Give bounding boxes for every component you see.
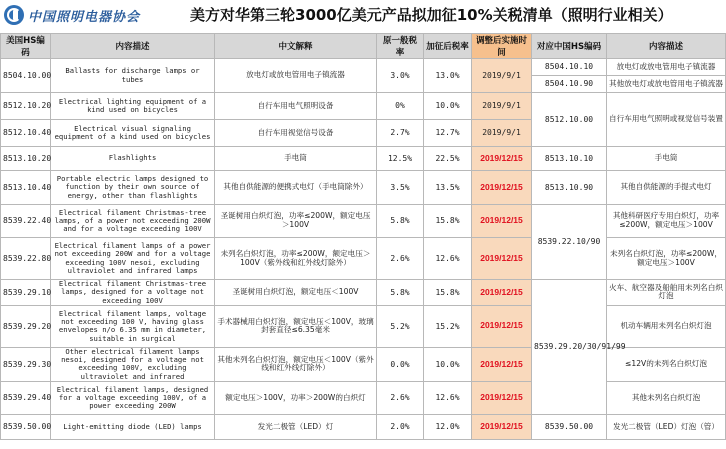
new-rate-cell: 12.0% bbox=[424, 414, 472, 439]
logo bbox=[4, 5, 140, 25]
new-rate-cell: 15.8% bbox=[424, 280, 472, 306]
new-rate-cell: 13.0% bbox=[424, 59, 472, 93]
us-hs-cell: 8539.22.40 bbox=[1, 205, 51, 238]
table-row bbox=[1, 347, 726, 381]
desc-en-cell: Electrical lighting equipment of a kind used on bicycles bbox=[51, 93, 215, 120]
desc-en-cell: Electrical filament lamps, voltage not exceeding 100 V, having glass envelopes n/o 6.35 mm in diameter, suitable in surgical bbox=[51, 305, 215, 347]
col-header-desc-en: 内容描述 bbox=[51, 34, 215, 59]
desc-cn-cell: 自行车用视觉信号设备 bbox=[215, 120, 377, 147]
tariff-table bbox=[0, 33, 726, 440]
cn-hs-cell: 8539.50.00 bbox=[532, 414, 607, 439]
desc-cn-cell: 其他未列名白炽灯泡，额定电压＜100V（紫外线和红外线灯除外） bbox=[215, 347, 377, 381]
desc-en-cell: Other electrical filament lamps nesoi, designed for a voltage not exceeding 100V, excluding ultraviolet and infrared bbox=[51, 347, 215, 381]
new-rate-cell: 12.6% bbox=[424, 381, 472, 414]
page-header bbox=[0, 0, 725, 30]
table-row bbox=[1, 171, 726, 205]
orig-rate-cell: 3.5% bbox=[377, 171, 424, 205]
col-header-us-hs: 美国HS编码 bbox=[1, 34, 51, 59]
orig-rate-cell: 2.7% bbox=[377, 120, 424, 147]
table-header-row bbox=[1, 34, 726, 59]
desc-cn-cell: 手电筒 bbox=[215, 147, 377, 171]
us-hs-cell: 8504.10.00 bbox=[1, 59, 51, 93]
orig-rate-cell: 2.6% bbox=[377, 238, 424, 280]
cn-desc-cell: 机动车辆用未列名白炽灯泡 bbox=[607, 305, 726, 347]
cn-hs-cell: 8512.10.00 bbox=[532, 93, 607, 147]
new-rate-cell: 13.5% bbox=[424, 171, 472, 205]
date-cell: 2019/12/15 bbox=[472, 238, 532, 280]
table-row bbox=[1, 414, 726, 439]
table-row bbox=[1, 238, 726, 280]
cn-desc-cell: 手电筒 bbox=[607, 147, 726, 171]
cn-desc-cell: 其他放电灯或放电管用电子镇流器 bbox=[607, 76, 726, 93]
date-cell: 2019/9/1 bbox=[472, 93, 532, 120]
desc-cn-cell: 自行车用电气照明设备 bbox=[215, 93, 377, 120]
table-row bbox=[1, 205, 726, 238]
new-rate-cell: 12.7% bbox=[424, 120, 472, 147]
us-hs-cell: 8513.10.40 bbox=[1, 171, 51, 205]
col-header-cn-hs: 对应中国HS编码 bbox=[532, 34, 607, 59]
desc-cn-cell: 未列名白炽灯泡，功率≤200W，额定电压＞100V（紫外线和红外线灯除外） bbox=[215, 238, 377, 280]
date-cell: 2019/12/15 bbox=[472, 305, 532, 347]
desc-cn-cell: 额定电压＞100V，功率＞200W的白炽灯 bbox=[215, 381, 377, 414]
orig-rate-cell: 12.5% bbox=[377, 147, 424, 171]
cn-hs-cell: 8504.10.90 bbox=[532, 76, 607, 93]
desc-en-cell: Electrical filament lamps, designed for a voltage exceeding 100V, of a power exceeding 200W bbox=[51, 381, 215, 414]
cn-desc-cell: 其他未列名白炽灯泡 bbox=[607, 381, 726, 414]
date-cell: 2019/12/15 bbox=[472, 147, 532, 171]
orig-rate-cell: 5.2% bbox=[377, 305, 424, 347]
cn-desc-cell: 未列名白炽灯泡，功率≤200W，额定电压＞100V bbox=[607, 238, 726, 280]
date-cell: 2019/12/15 bbox=[472, 280, 532, 306]
orig-rate-cell: 2.6% bbox=[377, 381, 424, 414]
logo-icon bbox=[4, 5, 24, 25]
us-hs-cell: 8539.29.40 bbox=[1, 381, 51, 414]
col-header-date: 调整后实施时间 bbox=[472, 34, 532, 59]
date-cell: 2019/12/15 bbox=[472, 171, 532, 205]
desc-en-cell: Electrical filament Christmas-tree lamps, of a power not exceeding 200W and for a voltage exceeding 100V bbox=[51, 205, 215, 238]
desc-cn-cell: 手术器械用白炽灯泡，额定电压＜100V，玻璃封套直径≤6.35毫米 bbox=[215, 305, 377, 347]
new-rate-cell: 10.0% bbox=[424, 347, 472, 381]
us-hs-cell: 8513.10.20 bbox=[1, 147, 51, 171]
desc-cn-cell: 圣诞树用白炽灯泡，额定电压＜100V bbox=[215, 280, 377, 306]
cn-desc-cell: 火车、航空器及船舶用未列名白炽灯泡 bbox=[607, 280, 726, 306]
cn-desc-cell: 其他科研医疗专用白炽灯，功率≤200W，额定电压＞100V bbox=[607, 205, 726, 238]
table-row bbox=[1, 93, 726, 120]
orig-rate-cell: 3.0% bbox=[377, 59, 424, 93]
col-header-orig-rate: 原一般税率 bbox=[377, 34, 424, 59]
us-hs-cell: 8512.10.20 bbox=[1, 93, 51, 120]
date-cell: 2019/12/15 bbox=[472, 414, 532, 439]
orig-rate-cell: 5.8% bbox=[377, 205, 424, 238]
us-hs-cell: 8512.10.40 bbox=[1, 120, 51, 147]
col-header-cn-desc: 内容描述 bbox=[607, 34, 726, 59]
us-hs-cell: 8539.29.20 bbox=[1, 305, 51, 347]
cn-desc-cell: 放电灯或放电管用电子镇流器 bbox=[607, 59, 726, 76]
cn-desc-cell: 自行车用电气照明或视觉信号装置 bbox=[607, 93, 726, 147]
desc-en-cell: Flashlights bbox=[51, 147, 215, 171]
new-rate-cell: 15.2% bbox=[424, 305, 472, 347]
orig-rate-cell: 0% bbox=[377, 93, 424, 120]
date-cell: 2019/12/15 bbox=[472, 205, 532, 238]
us-hs-cell: 8539.22.80 bbox=[1, 238, 51, 280]
cn-desc-cell: 发光二极管（LED）灯泡（管） bbox=[607, 414, 726, 439]
desc-en-cell: Ballasts for discharge lamps or tubes bbox=[51, 59, 215, 93]
table-row bbox=[1, 280, 726, 306]
table-row bbox=[1, 305, 726, 347]
desc-cn-cell: 其他自供能源的便携式电灯（手电筒除外） bbox=[215, 171, 377, 205]
desc-cn-cell: 圣诞树用白炽灯泡，功率≤200W，额定电压＞100V bbox=[215, 205, 377, 238]
us-hs-cell: 8539.29.10 bbox=[1, 280, 51, 306]
desc-cn-cell: 发光二极管（LED）灯 bbox=[215, 414, 377, 439]
orig-rate-cell: 0.0% bbox=[377, 347, 424, 381]
desc-en-cell: Electrical visual signaling equipment of a kind used on bicycles bbox=[51, 120, 215, 147]
desc-cn-cell: 放电灯或放电管用电子镇流器 bbox=[215, 59, 377, 93]
us-hs-cell: 8539.29.30 bbox=[1, 347, 51, 381]
orig-rate-cell: 5.8% bbox=[377, 280, 424, 306]
cn-hs-cell: 8504.10.10 bbox=[532, 59, 607, 76]
date-cell: 2019/9/1 bbox=[472, 120, 532, 147]
desc-en-cell: Portable electric lamps designed to function by their own source of energy, other than flashlights bbox=[51, 171, 215, 205]
table-row bbox=[1, 147, 726, 171]
new-rate-cell: 10.0% bbox=[424, 93, 472, 120]
cn-hs-cell: 8539.29.20/30/91/99 bbox=[532, 280, 607, 415]
orig-rate-cell: 2.0% bbox=[377, 414, 424, 439]
cn-hs-cell: 8539.22.10/90 bbox=[532, 205, 607, 280]
logo-text: 中国照明电器协会 bbox=[28, 9, 141, 25]
table-row bbox=[1, 59, 726, 76]
table-row bbox=[1, 381, 726, 414]
cn-desc-cell: 其他自供能源的手提式电灯 bbox=[607, 171, 726, 205]
col-header-desc-cn: 中文解释 bbox=[215, 34, 377, 59]
desc-en-cell: Electrical filament lamps of a power not exceeding 200W and for a voltage exceeding 100V nesoi, excluding ultraviolet and infrared lamps bbox=[51, 238, 215, 280]
cn-hs-cell: 8513.10.90 bbox=[532, 171, 607, 205]
cn-desc-cell: ≤12V的未列名白炽灯泡 bbox=[607, 347, 726, 381]
col-header-new-rate: 加征后税率 bbox=[424, 34, 472, 59]
desc-en-cell: Light-emitting diode (LED) lamps bbox=[51, 414, 215, 439]
date-cell: 2019/12/15 bbox=[472, 381, 532, 414]
new-rate-cell: 12.6% bbox=[424, 238, 472, 280]
new-rate-cell: 22.5% bbox=[424, 147, 472, 171]
page-title: 美方对华第三轮3000亿美元产品拟加征10%关税清单（照明行业相关） bbox=[190, 6, 673, 24]
us-hs-cell: 8539.50.00 bbox=[1, 414, 51, 439]
date-cell: 2019/12/15 bbox=[472, 347, 532, 381]
date-cell: 2019/9/1 bbox=[472, 59, 532, 93]
new-rate-cell: 15.8% bbox=[424, 205, 472, 238]
cn-hs-cell: 8513.10.10 bbox=[532, 147, 607, 171]
desc-en-cell: Electrical filament Christmas-tree lamps, designed for a voltage not exceeding 100V bbox=[51, 280, 215, 306]
